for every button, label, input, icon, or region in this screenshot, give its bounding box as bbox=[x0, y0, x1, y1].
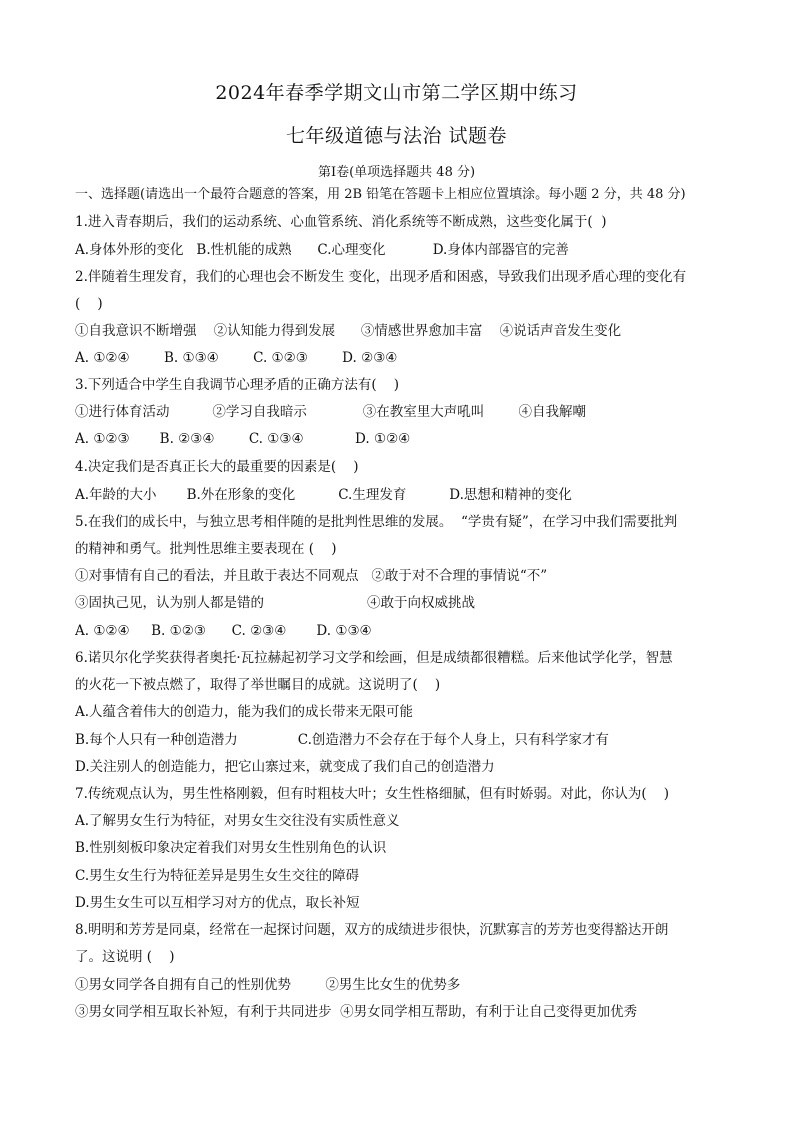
question-2-options: A. ①②④ B. ①③④ C. ①②③ D. ②③④ bbox=[75, 350, 398, 366]
question-8-statements-b: ③男女同学相互取长补短，有利于共同进步 ④男女同学相互帮助，有利于让自己变得更加优秀 bbox=[75, 1004, 638, 1020]
question-5-statements-b: ③固执己见，认为别人都是错的 ④敢于向权威挑战 bbox=[75, 595, 475, 611]
question-7-option-a: A.了解男女生行为特征，对男女生交往没有实质性意义 bbox=[75, 813, 400, 829]
question-6: 6.诺贝尔化学奖获得者奥托·瓦拉赫起初学习文学和绘画，但是成绩都很糟糕。后来他试学化学，智慧 bbox=[75, 650, 673, 666]
question-6-option-d: D.关注别人的创造能力，把它山寨过来，就变成了我们自己的创造潜力 bbox=[75, 759, 495, 775]
question-5-cont: 的精神和勇气。批判性思维主要表现在 ( ) bbox=[75, 541, 337, 557]
question-8-statements-a: ①男女同学各自拥有自己的性别优势 ②男生比女生的优势多 bbox=[75, 977, 461, 993]
question-6-cont: 的火花一下被点燃了，取得了举世瞩目的成就。这说明了( ) bbox=[75, 677, 441, 693]
question-3-statements: ①进行体育活动 ②学习自我暗示 ③在教室里大声吼叫 ④自我解嘲 bbox=[75, 404, 587, 420]
question-6-option-bc: B.每个人只有一种创造潜力 C.创造潜力不会存在于每个人身上，只有科学家才有 bbox=[75, 732, 609, 748]
question-7: 7.传统观点认为，男生性格刚毅，但有时粗枝大叶；女生性格细腻，但有时娇弱。对此，你认为( ) bbox=[75, 786, 670, 802]
question-1: 1.进入青春期后，我们的运动系统、心血管系统、消化系统等不断成熟，这些变化属于( ) bbox=[75, 214, 607, 230]
question-7-option-b: B.性别刻板印象决定着我们对男女生性别角色的认识 bbox=[75, 840, 387, 856]
section-instruction: 一、选择题(请选出一个最符合题意的答案，用 2B 铅笔在答题卡上相应位置填涂。每小题 2 分，共 48 分) bbox=[75, 187, 686, 202]
question-8-cont: 了。这说明 ( ) bbox=[75, 949, 175, 965]
question-4: 4.决定我们是否真正长大的最重要的因素是( ) bbox=[75, 459, 359, 475]
question-1-options: A.身体外形的变化 B.性机能的成熟 C.心理变化 D.身体内部器官的完善 bbox=[75, 242, 569, 258]
part-title: 第Ⅰ卷(单项选择题共 48 分) bbox=[317, 165, 476, 180]
question-7-option-d: D.男生女生可以互相学习对方的优点，取长补短 bbox=[75, 895, 360, 911]
question-2: 2.伴随着生理发育，我们的心理也会不断发生 变化，出现矛盾和困惑，导致我们出现矛盾心理的变化有 bbox=[75, 269, 687, 285]
question-2-blank: ( ) bbox=[75, 296, 103, 312]
question-5: 5.在我们的成长中，与独立思考相伴随的是批判性思维的发展。 “学贵有疑”，在学习中我们需要批判 bbox=[75, 514, 678, 530]
exam-title: 2024年春季学期文山市第二学区期中练习 bbox=[215, 82, 578, 104]
question-5-options: A. ①②④ B. ①②③ C. ②③④ D. ①③④ bbox=[75, 623, 372, 639]
question-3: 3.下列适合中学生自我调节心理矛盾的正确方法有( ) bbox=[75, 377, 400, 393]
question-7-option-c: C.男生女生行为特征差异是男生女生交往的障碍 bbox=[75, 868, 360, 884]
question-3-options: A. ①②③ B. ②③④ C. ①③④ D. ①②④ bbox=[75, 431, 411, 447]
question-2-statements: ①自我意识不断增强 ②认知能力得到发展 ③情感世界愈加丰富 ④说话声音发生变化 bbox=[75, 323, 622, 339]
question-8: 8.明明和芳芳是同桌，经常在一起探讨问题，双方的成绩进步很快，沉默寡言的芳芳也变得豁达开朗 bbox=[75, 922, 669, 938]
question-5-statements-a: ①对事情有自己的看法，并且敢于表达不同观点 ②敢于对不合理的事情说“不” bbox=[75, 568, 548, 584]
exam-subtitle: 七年级道德与法治 试题卷 bbox=[285, 125, 508, 147]
question-4-options: A.年龄的大小 B.外在形象的变化 C.生理发育 D.思想和精神的变化 bbox=[75, 487, 572, 503]
question-6-option-a: A.人蕴含着伟大的创造力，能为我们的成长带来无限可能 bbox=[75, 704, 414, 720]
